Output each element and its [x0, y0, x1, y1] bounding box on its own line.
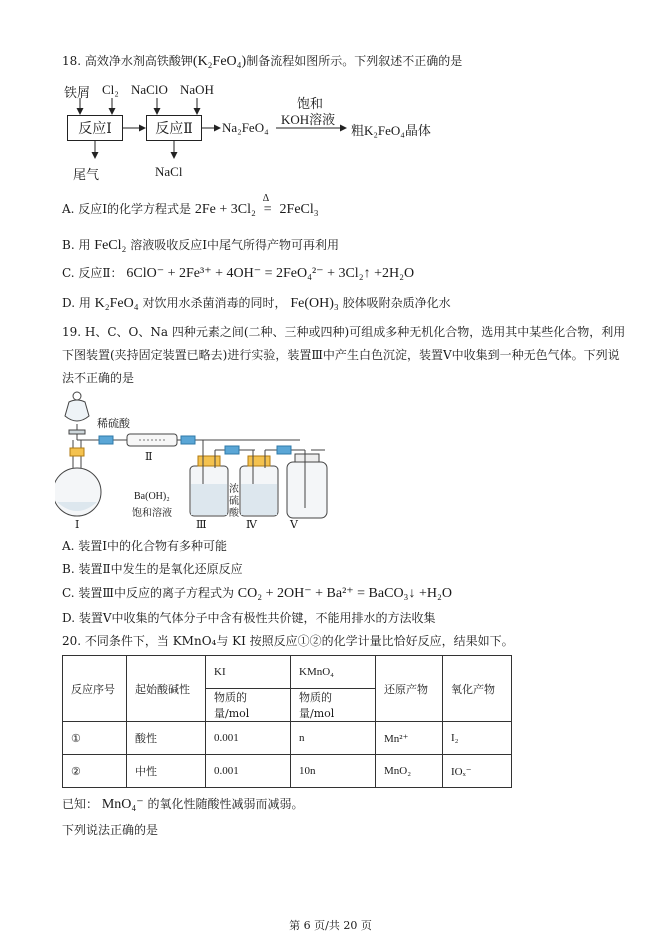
q19-stem-line3: 法不正确的是: [62, 371, 135, 385]
label-conc-2: 硫: [229, 496, 239, 507]
q18-option-a-prefix: A. 反应Ⅰ的化学方程式是: [62, 202, 192, 216]
header-oxidation-product: 氧化产物: [443, 656, 512, 722]
q18-option-c-prefix: C. 反应Ⅱ：: [62, 266, 123, 280]
q19-option-c: [62, 585, 452, 602]
cell-kmno4: 10n: [291, 755, 376, 788]
header-reduction-product: 还原产物: [376, 656, 443, 722]
q18-stem-formula: (K₂FeO₄): [192, 54, 247, 69]
cell-seq: ①: [63, 722, 127, 755]
cell-kmno4: n: [291, 722, 376, 755]
q18-option-a-delta: Δ: [262, 193, 270, 204]
flow-arrows: [0, 0, 661, 190]
q20-known-suffix: 的氧化性随酸性减弱而减弱。: [147, 797, 304, 811]
flow-input-iron: 铁屑: [64, 85, 91, 100]
q18-option-d-prefix: D. 用: [62, 296, 91, 310]
subheader-amount-ki: 物质的量/mol: [206, 689, 291, 722]
q18-stem-suffix: 制备流程如图所示。下列叙述不正确的是: [246, 54, 463, 68]
q18-option-a: [62, 193, 319, 218]
flow-input-naoh: NaOH: [180, 82, 214, 97]
q20-known-formula: MnO₄⁻: [101, 797, 144, 812]
label-dilute-sulfuric-acid: 稀硫酸: [97, 417, 130, 430]
q19-option-a: A. 装置Ⅰ中的化合物有多种可能: [62, 539, 228, 553]
label-device-1: Ⅰ: [75, 519, 80, 531]
flow-final-product: 粗K₂FeO₄晶体: [351, 123, 431, 138]
q18-option-b-suffix: 溶液吸收反应Ⅰ中尾气所得产物可再利用: [130, 238, 339, 252]
table-row: [63, 755, 512, 788]
subheader-amount-kmno4: 物质的量/mol: [291, 689, 376, 722]
flow-box-reaction-1: 反应Ⅰ: [67, 115, 123, 141]
q20-stem: 20. 不同条件下，当 KMnO₄与 KI 按照反应①②的化学计量比恰好反应，结果如下。: [62, 634, 514, 648]
q18-option-b: [62, 237, 339, 254]
flow-output-tailgas: 尾气: [73, 167, 100, 182]
cell-oxidation-product: I₂: [443, 722, 512, 755]
flow-product-na2feo4: Na₂FeO₄: [222, 120, 269, 135]
label-device-3: Ⅲ: [196, 519, 207, 531]
label-conc-3: 酸: [229, 508, 239, 519]
page-footer: 第 6 页/共 20 页: [289, 919, 372, 932]
q18-option-b-formula: FeCl₂: [94, 238, 127, 253]
flow-reagent-top: 饱和: [297, 96, 324, 111]
q18-option-d-formula2: Fe(OH)₃: [290, 296, 339, 311]
q18-stem-prefix: 18. 高效净水剂高铁酸钾: [62, 54, 193, 68]
q18-option-b-prefix: B. 用: [62, 238, 91, 252]
flow-output-nacl: NaCl: [155, 164, 183, 179]
header-ki: KI: [206, 656, 291, 689]
q18-option-c-eq: 6ClO⁻ + 2Fe³⁺ + 4OH⁻ = 2FeO₄²⁻ + 3Cl₂↑ +2H₂O: [126, 266, 415, 281]
q18-option-d-mid: 对饮用水杀菌消毒的同时，: [142, 296, 287, 310]
cell-ki: 0.001: [206, 722, 291, 755]
label-device-4: Ⅳ: [246, 519, 257, 531]
cell-oxidation-product: IOₓ⁻: [443, 755, 512, 788]
q20-ask: 下列说法正确的是: [62, 823, 159, 837]
q19-option-c-eq: CO₂ + 2OH⁻ + Ba²⁺ = BaCO₃↓ +H₂O: [237, 586, 452, 601]
table-header-row: [63, 656, 512, 689]
q19-option-c-prefix: C. 装置Ⅲ中反应的离子方程式为: [62, 586, 234, 600]
q19-option-d: D. 装置Ⅴ中收集的气体分子中含有极性共价键，不能用排水的方法收集: [62, 611, 436, 625]
label-conc-1: 浓: [229, 484, 239, 495]
flow-input-naclo: NaClO: [131, 82, 168, 97]
q18-option-d-formula1: K₂FeO₄: [94, 296, 139, 311]
label-device-5: Ⅴ: [290, 519, 298, 531]
cell-reduction-product: Mn²⁺: [376, 722, 443, 755]
label-saturated-solution: 饱和溶液: [132, 508, 172, 519]
q18-option-d-suffix: 胶体吸附杂质净化水: [342, 296, 451, 310]
cell-seq: ②: [63, 755, 127, 788]
q18-option-d: [62, 295, 451, 312]
q19-option-b: B. 装置Ⅱ中发生的是氧化还原反应: [62, 562, 243, 576]
table-row: [63, 722, 512, 755]
cell-acidity: 中性: [127, 755, 206, 788]
label-baoh2: Ba(OH)₂: [134, 491, 170, 502]
q18-option-a-eq-left: 2Fe + 3Cl₂: [194, 202, 256, 217]
q18-option-c: [62, 265, 414, 282]
label-device-2: Ⅱ: [145, 451, 153, 463]
q20-known-prefix: 已知：: [62, 797, 99, 811]
q19-stem-line2: 下图装置(夹持固定装置已略去)进行实验，装置Ⅲ中产生白色沉淀，装置Ⅴ中收集到一种无色气体。下列说: [62, 348, 620, 362]
q19-stem-line1: 19. H、C、O、Na 四种元素之间(二种、三种或四种)可组成多种无机化合物，选用其中某些化合物，利用: [62, 325, 626, 339]
q18-option-a-eq-right: 2FeCl₃: [279, 202, 319, 217]
header-kmno4: KMnO₄: [291, 656, 376, 689]
cell-reduction-product: MnO₂: [376, 755, 443, 788]
cell-acidity: 酸性: [127, 722, 206, 755]
flow-input-cl2: Cl₂: [102, 82, 119, 97]
q18-option-a-condition: Δ =: [262, 193, 272, 217]
q20-known: [62, 796, 304, 813]
apparatus-drawing: [55, 388, 335, 538]
cell-ki: 0.001: [206, 755, 291, 788]
q20-table: [62, 655, 512, 788]
header-acidity: 起始酸碱性: [127, 656, 206, 722]
flow-reagent-bottom: KOH溶液: [281, 112, 336, 127]
header-seq: 反应序号: [63, 656, 127, 722]
flow-box-reaction-2: 反应Ⅱ: [146, 115, 202, 141]
